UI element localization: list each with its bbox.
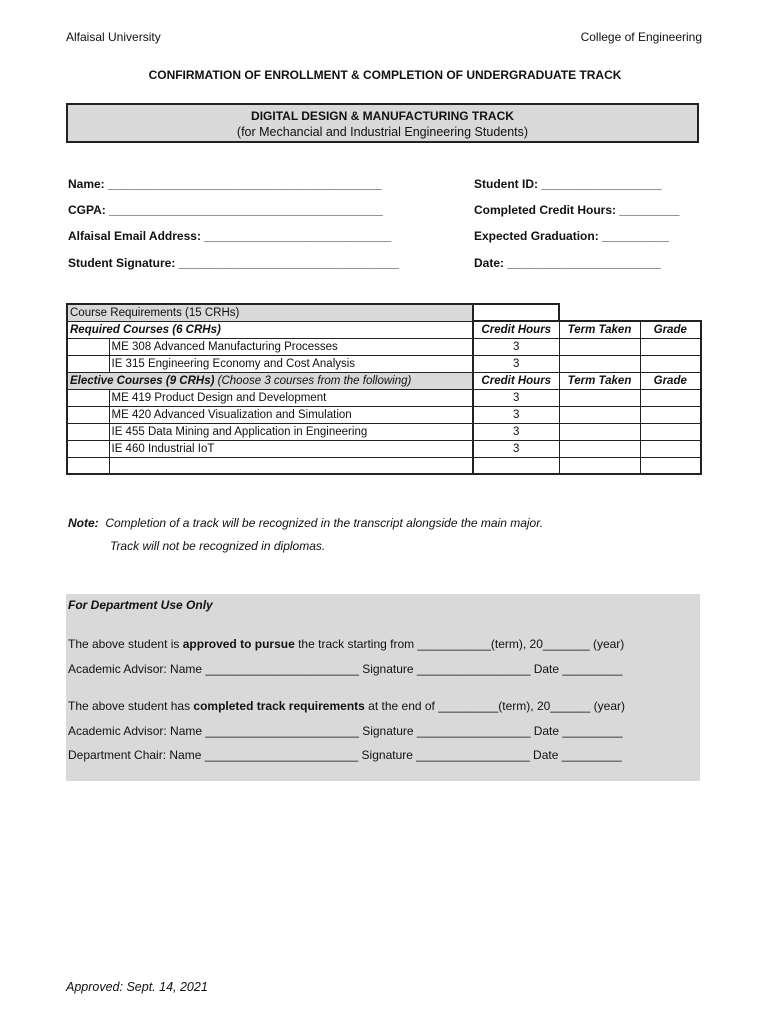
check-cell[interactable]	[67, 389, 109, 406]
page-title: CONFIRMATION OF ENROLLMENT & COMPLETION OF UNDERGRADUATE TRACK	[148, 68, 622, 82]
table-row	[67, 355, 701, 372]
credit-value: 3	[473, 355, 559, 372]
course-name: ME 420 Advanced Visualization and Simulation	[109, 406, 473, 423]
student-id-field[interactable]: Student ID: __________________	[474, 177, 662, 191]
advisor-line-2[interactable]: Academic Advisor: Name _______________________ Signature _________________ Date _________	[68, 724, 623, 738]
table-row	[67, 457, 701, 474]
course-table	[66, 303, 702, 475]
required-courses-label: Required Courses (6 CRHs)	[67, 321, 473, 338]
approval-date: Approved: Sept. 14, 2021	[66, 980, 208, 994]
cgpa-field[interactable]: CGPA: _________________________________________	[68, 203, 383, 217]
note-line-1	[68, 516, 543, 530]
grade-cell[interactable]	[640, 389, 701, 406]
completed-pre: The above student has	[68, 699, 194, 713]
approved-pre: The above student is	[68, 637, 183, 651]
note-line-2: Track will not be recognized in diplomas.	[110, 539, 326, 553]
term-cell[interactable]	[559, 355, 640, 372]
grade-cell[interactable]	[640, 423, 701, 440]
term-cell[interactable]	[559, 423, 640, 440]
check-cell[interactable]	[67, 440, 109, 457]
check-cell[interactable]	[67, 338, 109, 355]
check-cell[interactable]	[67, 423, 109, 440]
department-use-section	[66, 594, 700, 781]
approved-post[interactable]: the track starting from ___________(term), 20_______ (year)	[294, 637, 625, 651]
student-signature-field[interactable]: Student Signature: _________________________________	[68, 256, 399, 270]
completed-line	[68, 699, 625, 713]
approved-line	[68, 637, 624, 651]
course-name: ME 419 Product Design and Development	[109, 389, 473, 406]
credit-value: 3	[473, 423, 559, 440]
table-row	[67, 406, 701, 423]
credit-empty[interactable]	[473, 457, 559, 474]
check-cell[interactable]	[67, 406, 109, 423]
grade-cell[interactable]	[640, 355, 701, 372]
check-cell[interactable]	[67, 355, 109, 372]
credit-value: 3	[473, 389, 559, 406]
term-cell[interactable]	[559, 389, 640, 406]
grade-cell[interactable]	[640, 406, 701, 423]
col-credit-hours: Credit Hours	[473, 321, 559, 338]
email-field[interactable]: Alfaisal Email Address: ____________________________	[68, 229, 392, 243]
department-title: For Department Use Only	[68, 598, 213, 612]
credit-hours-field[interactable]: Completed Credit Hours: _________	[474, 203, 680, 217]
completed-post[interactable]: at the end of _________(term), 20______ (year)	[364, 699, 626, 713]
term-cell[interactable]	[559, 338, 640, 355]
chair-line[interactable]: Department Chair: Name _______________________ Signature _________________ Date _________	[68, 748, 622, 762]
check-cell[interactable]	[67, 457, 109, 474]
course-name: ME 308 Advanced Manufacturing Processes	[109, 338, 473, 355]
col-term-taken-2: Term Taken	[559, 372, 640, 389]
track-title-box	[66, 103, 699, 143]
university-name: Alfaisal University	[66, 30, 161, 44]
table-row	[67, 389, 701, 406]
college-name: College of Engineering	[580, 30, 702, 44]
course-name-empty[interactable]	[109, 457, 473, 474]
col-term-taken: Term Taken	[559, 321, 640, 338]
expected-graduation-field[interactable]: Expected Graduation: __________	[474, 229, 669, 243]
course-name: IE 455 Data Mining and Application in Engineering	[109, 423, 473, 440]
elective-note-text: (Choose 3 courses from the following)	[217, 374, 412, 387]
grade-cell[interactable]	[640, 457, 701, 474]
note-text-1: Completion of a track will be recognized in the transcript alongside the main major.	[105, 516, 544, 530]
date-field[interactable]: Date: _______________________	[474, 256, 661, 270]
col-credit-hours-2: Credit Hours	[473, 372, 559, 389]
track-name: DIGITAL DESIGN & MANUFACTURING TRACK	[251, 109, 514, 123]
table-row	[67, 423, 701, 440]
credit-value: 3	[473, 406, 559, 423]
col-grade: Grade	[640, 321, 701, 338]
col-grade-2: Grade	[640, 372, 701, 389]
elective-label-text: Elective Courses (9 CRHs)	[70, 374, 215, 387]
track-subtitle: (for Mechancial and Industrial Engineering Students)	[236, 125, 529, 139]
grade-cell[interactable]	[640, 440, 701, 457]
course-name: IE 460 Industrial IoT	[109, 440, 473, 457]
completed-bold: completed track requirements	[193, 699, 365, 713]
credit-value: 3	[473, 440, 559, 457]
table-row	[67, 338, 701, 355]
credit-value: 3	[473, 338, 559, 355]
term-cell[interactable]	[559, 440, 640, 457]
advisor-line-1[interactable]: Academic Advisor: Name _______________________ Signature _________________ Date _________	[68, 662, 623, 676]
elective-courses-label	[67, 372, 473, 389]
grade-cell[interactable]	[640, 338, 701, 355]
term-cell[interactable]	[559, 457, 640, 474]
term-cell[interactable]	[559, 406, 640, 423]
course-requirements-header: Course Requirements (15 CRHs)	[67, 304, 473, 321]
name-field[interactable]: Name: _________________________________________	[68, 177, 382, 191]
note-label: Note:	[68, 516, 99, 530]
approved-bold: approved to pursue	[182, 637, 295, 651]
course-name: IE 315 Engineering Economy and Cost Analysis	[109, 355, 473, 372]
table-row	[67, 440, 701, 457]
